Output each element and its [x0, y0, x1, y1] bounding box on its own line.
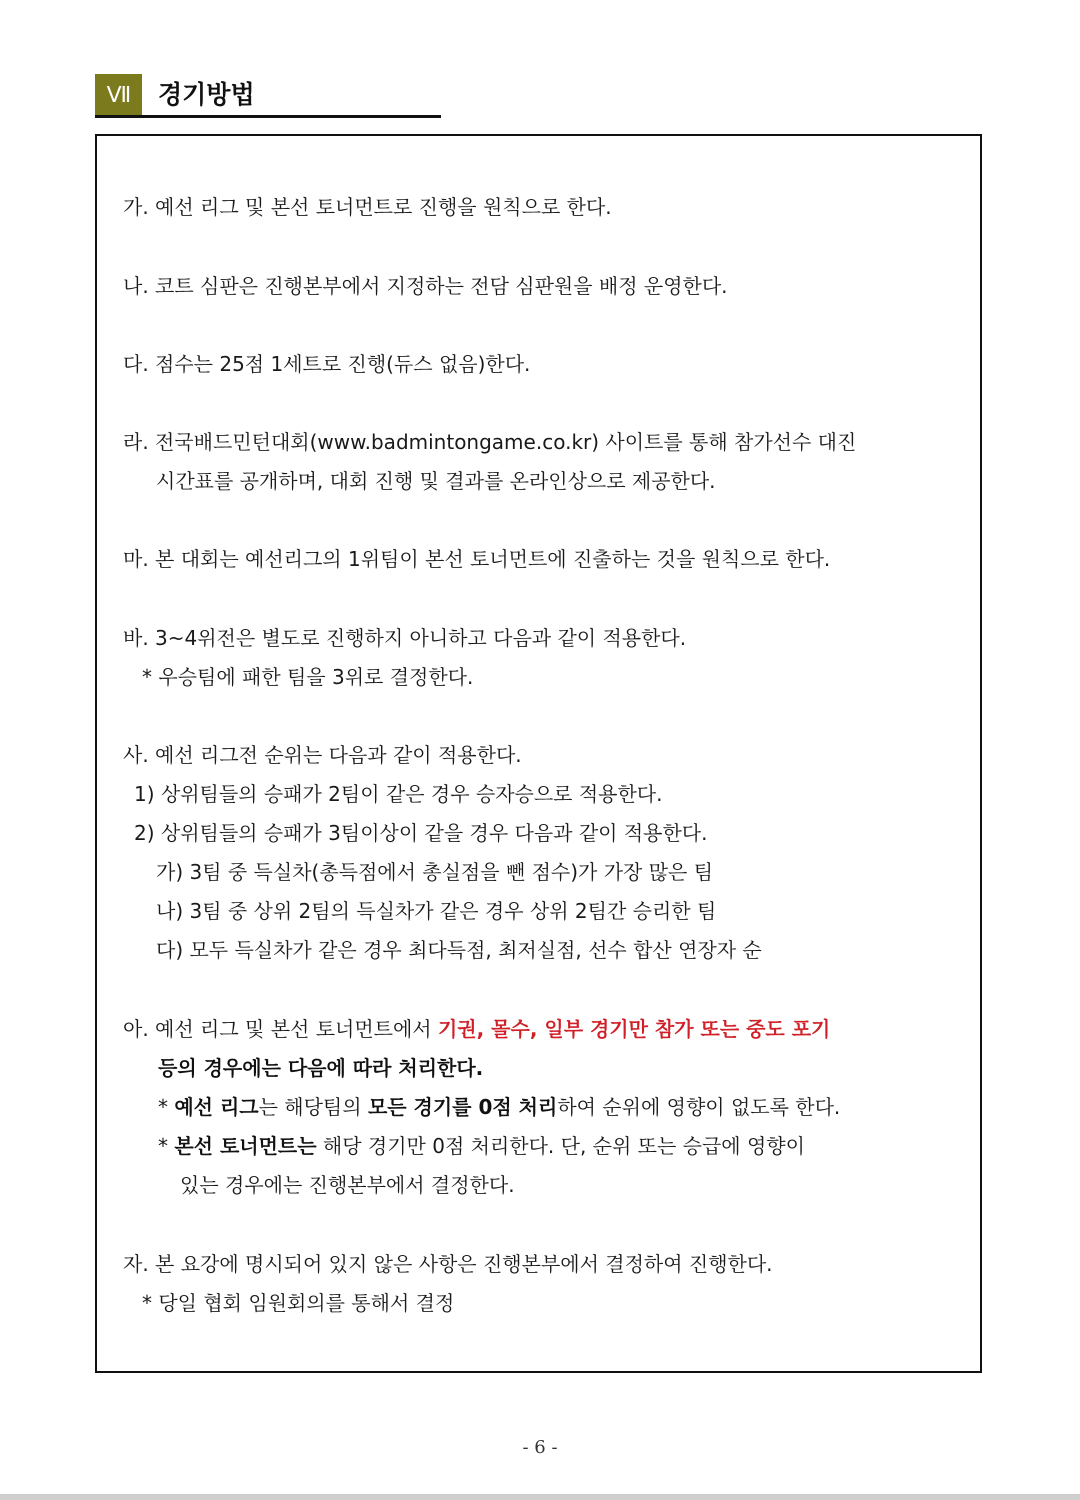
item-na: 나. 코트 심판은 진행본부에서 지정하는 전담 심판원을 배정 운영한다. — [123, 274, 728, 298]
item-sa-sub2: 2) 상위팀들의 승패가 3팀이상이 같을 경우 다음과 같이 적용한다. — [134, 821, 708, 845]
item-a-note1 — [158, 1094, 840, 1120]
item-ja: 자. 본 요강에 명시되어 있지 않은 사항은 진행본부에서 결정하여 진행한다. — [123, 1252, 773, 1276]
item-sa-sub2-na: 나) 3팀 중 상위 2팀의 득실차가 같은 경우 상위 2팀간 승리한 팀 — [156, 899, 717, 923]
item-a-note2 — [158, 1133, 805, 1159]
item-a-line1 — [123, 1016, 830, 1042]
item-sa: 사. 예선 리그전 순위는 다음과 같이 적용한다. — [123, 743, 522, 767]
item-ma: 마. 본 대회는 예선리그의 1위팀이 본선 토너먼트에 진출하는 것을 원칙으로 한다. — [123, 547, 831, 571]
item-a-note1-mid: 는 해당팀의 — [258, 1095, 368, 1119]
item-a-highlight: 기권, 몰수, 일부 경기만 참가 또는 중도 포기 — [437, 1017, 831, 1041]
bottom-edge-bar — [0, 1494, 1080, 1500]
item-da: 다. 점수는 25점 1세트로 진행(듀스 없음)한다. — [123, 352, 531, 376]
section-title: 경기방법 — [158, 80, 255, 109]
item-a-note2-line2: 있는 경우에는 진행본부에서 결정한다. — [180, 1173, 515, 1197]
item-ba-note: * 우승팀에 패한 팀을 3위로 결정한다. — [142, 665, 474, 689]
item-ba: 바. 3~4위전은 별도로 진행하지 아니하고 다음과 같이 적용한다. — [123, 626, 687, 650]
item-a-note1-end: 하여 순위에 영향이 없도록 한다. — [557, 1095, 841, 1119]
item-sa-sub1: 1) 상위팀들의 승패가 2팀이 같은 경우 승자승으로 적용한다. — [134, 782, 663, 806]
item-a-note1-star: * — [158, 1095, 175, 1119]
item-a-note2-bold: 본선 토너먼트는 — [174, 1134, 317, 1158]
section-header — [95, 74, 441, 118]
item-ja-note: * 당일 협회 임원회의를 통해서 결정 — [142, 1291, 455, 1315]
item-a-note1-bold1: 예선 리그 — [174, 1095, 259, 1119]
section-number-badge: Ⅶ — [95, 74, 142, 116]
item-sa-sub2-ga: 가) 3팀 중 득실차(총득점에서 총실점을 뺀 점수)가 가장 많은 팀 — [156, 860, 714, 884]
item-ra-line2: 시간표를 공개하며, 대회 진행 및 결과를 온라인상으로 제공한다. — [156, 469, 716, 493]
header-underline — [95, 115, 441, 118]
item-ra-line1: 라. 전국배드민턴대회(www.badmintongame.co.kr) 사이트를 통해 참가선수 대진 — [123, 430, 857, 454]
item-a-note1-bold2: 모든 경기를 0점 처리 — [367, 1095, 558, 1119]
item-a-prefix: 아. 예선 리그 및 본선 토너먼트에서 — [123, 1017, 438, 1041]
item-sa-sub2-da: 다) 모두 득실차가 같은 경우 최다득점, 최저실점, 선수 합산 연장자 순 — [156, 938, 762, 962]
item-a-note2-star: * — [158, 1134, 175, 1158]
page-number: - 6 - — [522, 1437, 558, 1458]
item-ga: 가. 예선 리그 및 본선 토너먼트로 진행을 원칙으로 한다. — [123, 195, 612, 219]
item-a-note2-end: 해당 경기만 0점 처리한다. 단, 순위 또는 승급에 영향이 — [316, 1134, 805, 1158]
item-a-line2: 등의 경우에는 다음에 따라 처리한다. — [158, 1056, 484, 1080]
